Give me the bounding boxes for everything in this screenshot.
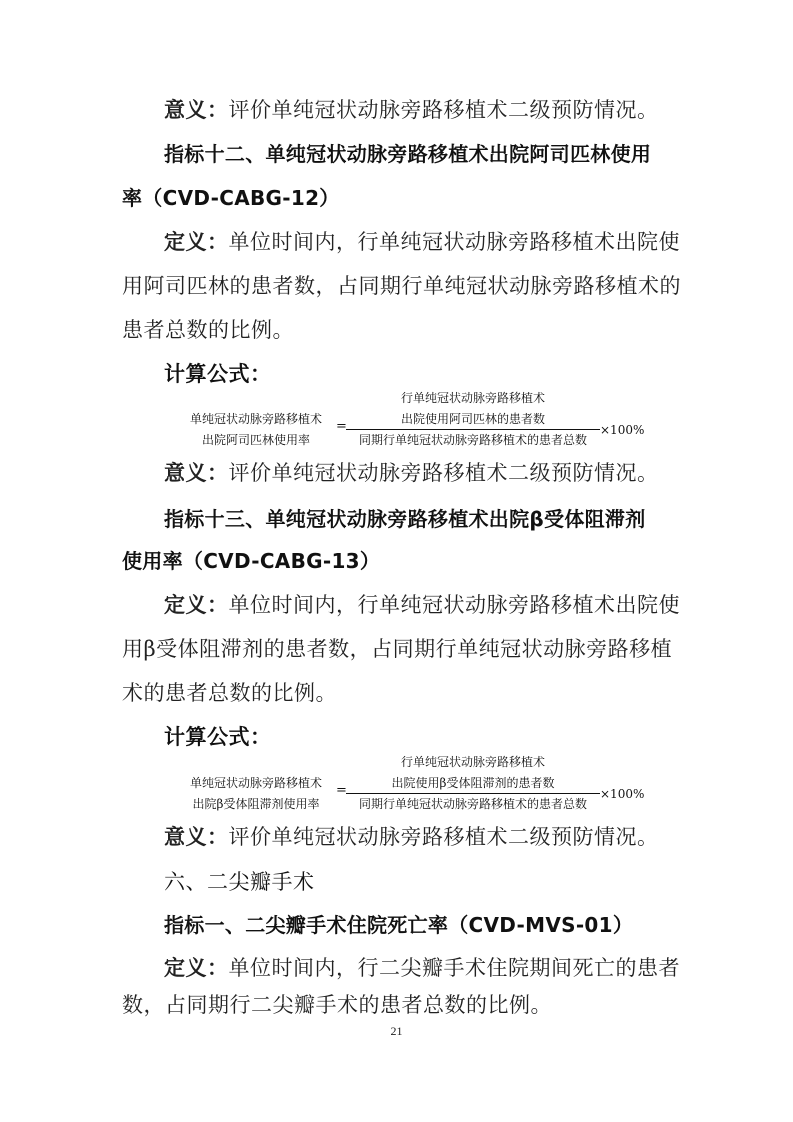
indicator-heading: 指标一、二尖瓣手术住院死亡率（CVD-MVS-01）: [164, 913, 634, 937]
definition-label: 定义：: [164, 230, 229, 254]
fraction-bar: [346, 793, 600, 794]
fraction-bar: [346, 429, 600, 430]
definition-paragraph: [164, 229, 680, 255]
formula-numerator-line: 出院使用阿司匹林的患者数: [400, 412, 545, 426]
section-heading: 六、二尖瓣手术: [164, 870, 315, 894]
definition-text: 单位时间内，行单纯冠状动脉旁路移植术出院使: [228, 593, 680, 617]
formula-lhs-line: 出院β受体阻滞剂使用率: [192, 797, 320, 811]
significance-label: 意义：: [164, 98, 229, 122]
formula-heading: 计算公式：: [164, 362, 272, 386]
definition-paragraph: [164, 955, 680, 981]
definition-paragraph-line: 用β受体阻滞剂的患者数，占同期行单纯冠状动脉旁路移植: [122, 637, 673, 661]
indicator-heading-continued: 率（CVD-CABG-12）: [122, 186, 340, 210]
formula-denominator: 同期行单纯冠状动脉旁路移植术的患者总数: [358, 797, 587, 811]
formula-lhs-line: 单纯冠状动脉旁路移植术: [189, 776, 322, 790]
significance-label: 意义：: [164, 461, 229, 485]
definition-paragraph-line: 术的患者总数的比例。: [122, 681, 337, 705]
formula-equals: =: [336, 419, 347, 434]
page-number: 21: [390, 1024, 403, 1038]
definition-paragraph-line: 数，占同期行二尖瓣手术的患者总数的比例。: [122, 993, 552, 1017]
definition-label: 定义：: [164, 956, 229, 980]
formula-multiplier: ×100%: [600, 423, 645, 437]
significance-paragraph: [164, 97, 677, 123]
definition-paragraph: [164, 592, 680, 618]
definition-text: 单位时间内，行单纯冠状动脉旁路移植术出院使: [228, 230, 680, 254]
significance-text: 评价单纯冠状动脉旁路移植术二级预防情况。: [228, 825, 659, 849]
formula-lhs-line: 出院阿司匹林使用率: [201, 433, 310, 447]
formula-heading: 计算公式：: [164, 725, 272, 749]
significance-text: 评价单纯冠状动脉旁路移植术二级预防情况。: [228, 98, 659, 122]
formula-numerator-line: 出院使用β受体阻滞剂的患者数: [391, 776, 555, 790]
significance-label: 意义：: [164, 825, 229, 849]
formula-lhs-line: 单纯冠状动脉旁路移植术: [189, 412, 322, 426]
indicator-heading: 指标十二、单纯冠状动脉旁路移植术出院阿司匹林使用: [164, 142, 652, 166]
significance-text: 评价单纯冠状动脉旁路移植术二级预防情况。: [228, 461, 659, 485]
definition-text: 单位时间内，行二尖瓣手术住院期间死亡的患者: [228, 956, 680, 980]
formula-multiplier: ×100%: [600, 787, 645, 801]
definition-paragraph-line: 患者总数的比例。: [122, 318, 294, 342]
definition-paragraph-line: 用阿司匹林的患者数，占同期行单纯冠状动脉旁路移植术的: [122, 274, 681, 298]
indicator-heading: 指标十三、单纯冠状动脉旁路移植术出院β受体阻滞剂: [164, 507, 646, 531]
significance-paragraph: [164, 460, 677, 486]
definition-label: 定义：: [164, 593, 229, 617]
formula-equals: =: [336, 783, 347, 798]
formula-numerator-line: 行单纯冠状动脉旁路移植术: [400, 391, 545, 405]
formula-numerator-line: 行单纯冠状动脉旁路移植术: [400, 755, 545, 769]
significance-paragraph: [164, 824, 677, 850]
formula-denominator: 同期行单纯冠状动脉旁路移植术的患者总数: [358, 433, 587, 447]
indicator-heading-continued: 使用率（CVD-CABG-13）: [122, 549, 381, 573]
